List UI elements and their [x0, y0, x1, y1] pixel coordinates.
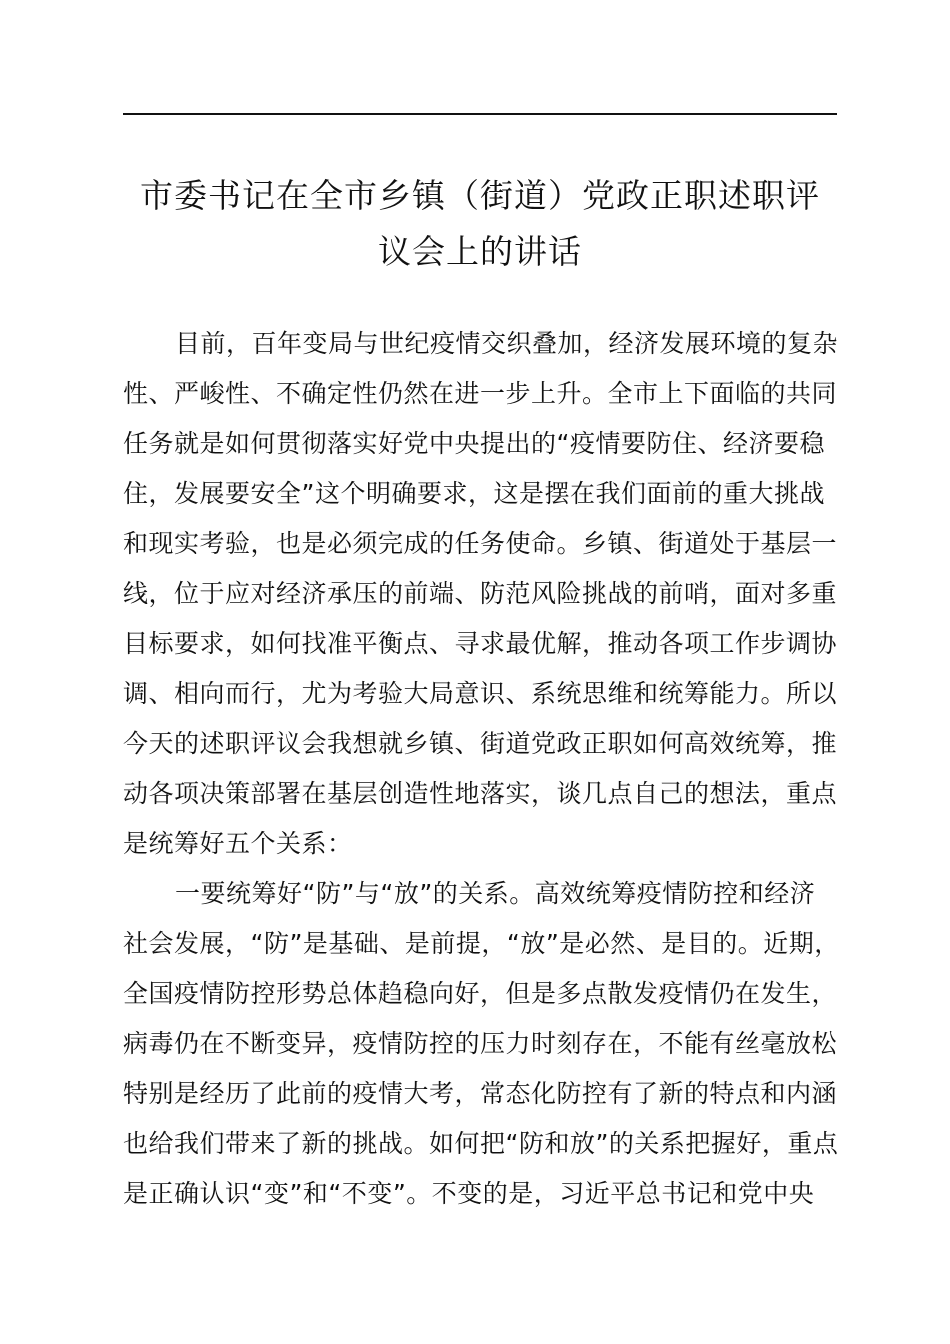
body-line: 动各项决策部署在基层创造性地落实，谈几点自己的想法，重点 — [123, 779, 838, 808]
document-body — [123, 319, 853, 1219]
body-line: 也给我们带来了新的挑战。如何把“防和放”的关系把握好，重点 — [123, 1129, 839, 1158]
body-line: 社会发展，“防”是基础、是前提，“放”是必然、是目的。近期， — [123, 929, 840, 958]
header-rule — [123, 113, 837, 115]
body-line: 目标要求，如何找准平衡点、寻求最优解，推动各项工作步调协 — [123, 629, 838, 658]
body-line: 是统筹好五个关系： — [123, 829, 353, 858]
body-line: 目前，百年变局与世纪疫情交织叠加，经济发展环境的复杂 — [175, 329, 839, 358]
body-line: 任务就是如何贯彻落实好党中央提出的“疫情要防住、经济要稳 — [123, 429, 825, 458]
body-line: 全国疫情防控形势总体趋稳向好，但是多点散发疫情仍在发生， — [123, 979, 838, 1008]
title-line: 议会上的讲话 — [378, 232, 582, 271]
body-line: 一要统筹好“防”与“放”的关系。高效统筹疫情防控和经济 — [175, 879, 816, 908]
title-line: 市委书记在全市乡镇（街道）党政正职述职评 — [140, 176, 820, 215]
body-line: 特别是经历了此前的疫情大考，常态化防控有了新的特点和内涵 — [123, 1079, 838, 1108]
body-line: 性、严峻性、不确定性仍然在进一步上升。全市上下面临的共同 — [123, 379, 838, 408]
document-title — [110, 168, 850, 280]
body-line: 今天的述职评议会我想就乡镇、街道党政正职如何高效统筹，推 — [123, 729, 838, 758]
body-line: 住，发展要安全”这个明确要求，这是摆在我们面前的重大挑战 — [123, 479, 825, 508]
body-line: 病毒仍在不断变异，疫情防控的压力时刻存在，不能有丝毫放松 — [123, 1029, 838, 1058]
body-line: 和现实考验，也是必须完成的任务使命。乡镇、街道处于基层一 — [123, 529, 838, 558]
body-line: 调、相向而行，尤为考验大局意识、系统思维和统筹能力。所以 — [123, 679, 838, 708]
body-line: 是正确认识“变”和“不变”。不变的是，习近平总书记和党中央 — [123, 1179, 815, 1208]
body-line: 线，位于应对经济承压的前端、防范风险挑战的前哨，面对多重 — [123, 579, 838, 608]
